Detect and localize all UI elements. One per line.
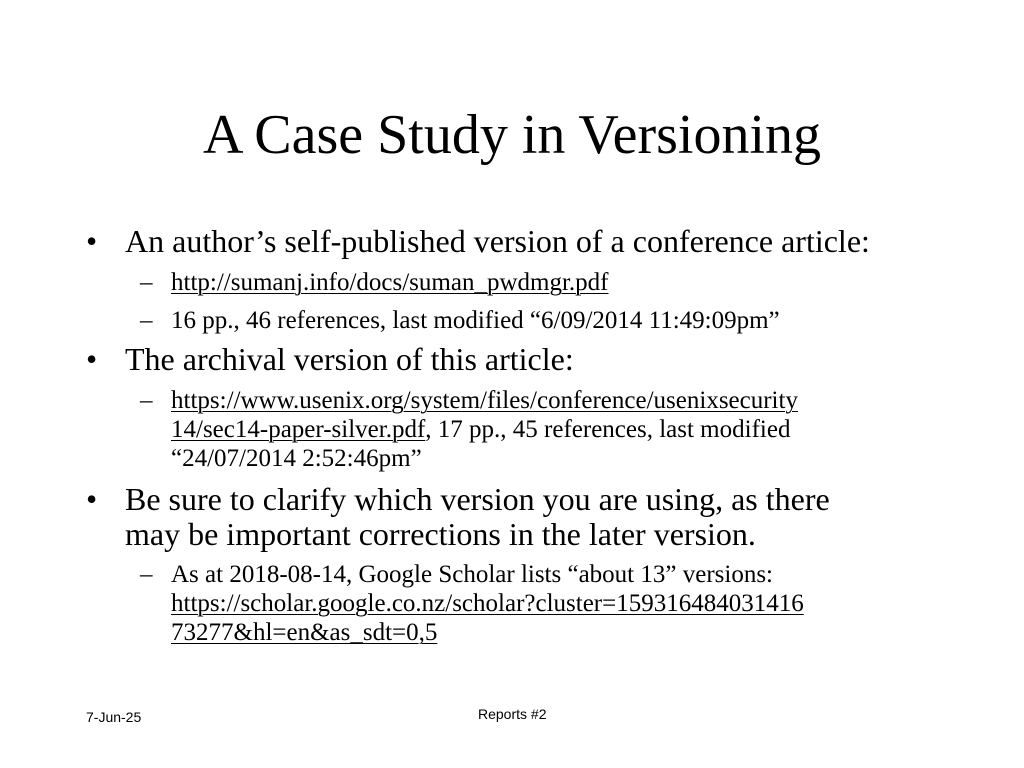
bullet-2-sub-1-line-2 xyxy=(171,415,790,444)
archival-version-details: , 17 pp., 45 references, last modified xyxy=(425,416,791,443)
author-version-link[interactable]: http://sumanj.info/docs/suman_pwdmgr.pdf xyxy=(171,269,609,296)
footer-center-label: Reports #2 xyxy=(478,706,547,722)
bullet-2-marker: • xyxy=(86,341,98,377)
footer-date: 7-Jun-25 xyxy=(86,709,142,725)
bullet-1-sub-1 xyxy=(171,268,608,297)
bullet-1-marker: • xyxy=(86,223,98,259)
bullet-3-sub-1-marker: – xyxy=(140,561,153,588)
bullet-3-sub-1-line-1: As at 2018-08-14, Google Scholar lists “about 13” versions: xyxy=(171,561,773,588)
bullet-3-marker: • xyxy=(86,481,98,517)
bullet-1-sub-1-marker: – xyxy=(140,269,153,296)
bullet-1-sub-2-marker: – xyxy=(140,307,153,334)
scholar-link-part-2[interactable]: 73277&hl=en&as_sdt=0,5 xyxy=(171,619,438,646)
bullet-3-sub-1-line-3 xyxy=(171,618,437,647)
bullet-2-text: The archival version of this article: xyxy=(125,341,574,377)
bullet-2-sub-1-line-1 xyxy=(171,386,798,415)
bullet-2-sub-1-line-3: “24/07/2014 2:52:46pm” xyxy=(171,445,422,472)
bullet-3-sub-1-line-2 xyxy=(171,589,804,618)
bullet-2-sub-1-marker: – xyxy=(140,387,153,414)
scholar-link-part-1[interactable]: https://scholar.google.co.nz/scholar?cluster=159316484031416 xyxy=(171,590,804,617)
archival-version-link-part-1[interactable]: https://www.usenix.org/system/files/conference/usenixsecurity xyxy=(171,387,798,414)
bullet-3-line-1: Be sure to clarify which version you are using, as there xyxy=(125,481,830,517)
bullet-1-sub-2: 16 pp., 46 references, last modified “6/09/2014 11:49:09pm” xyxy=(171,307,780,334)
bullet-3-line-2: may be important corrections in the later version. xyxy=(125,516,756,552)
bullet-1-text: An author’s self-published version of a conference article: xyxy=(125,223,870,259)
slide-title: A Case Study in Versioning xyxy=(202,104,822,166)
archival-version-link-part-2[interactable]: 14/sec14-paper-silver.pdf xyxy=(171,416,426,443)
